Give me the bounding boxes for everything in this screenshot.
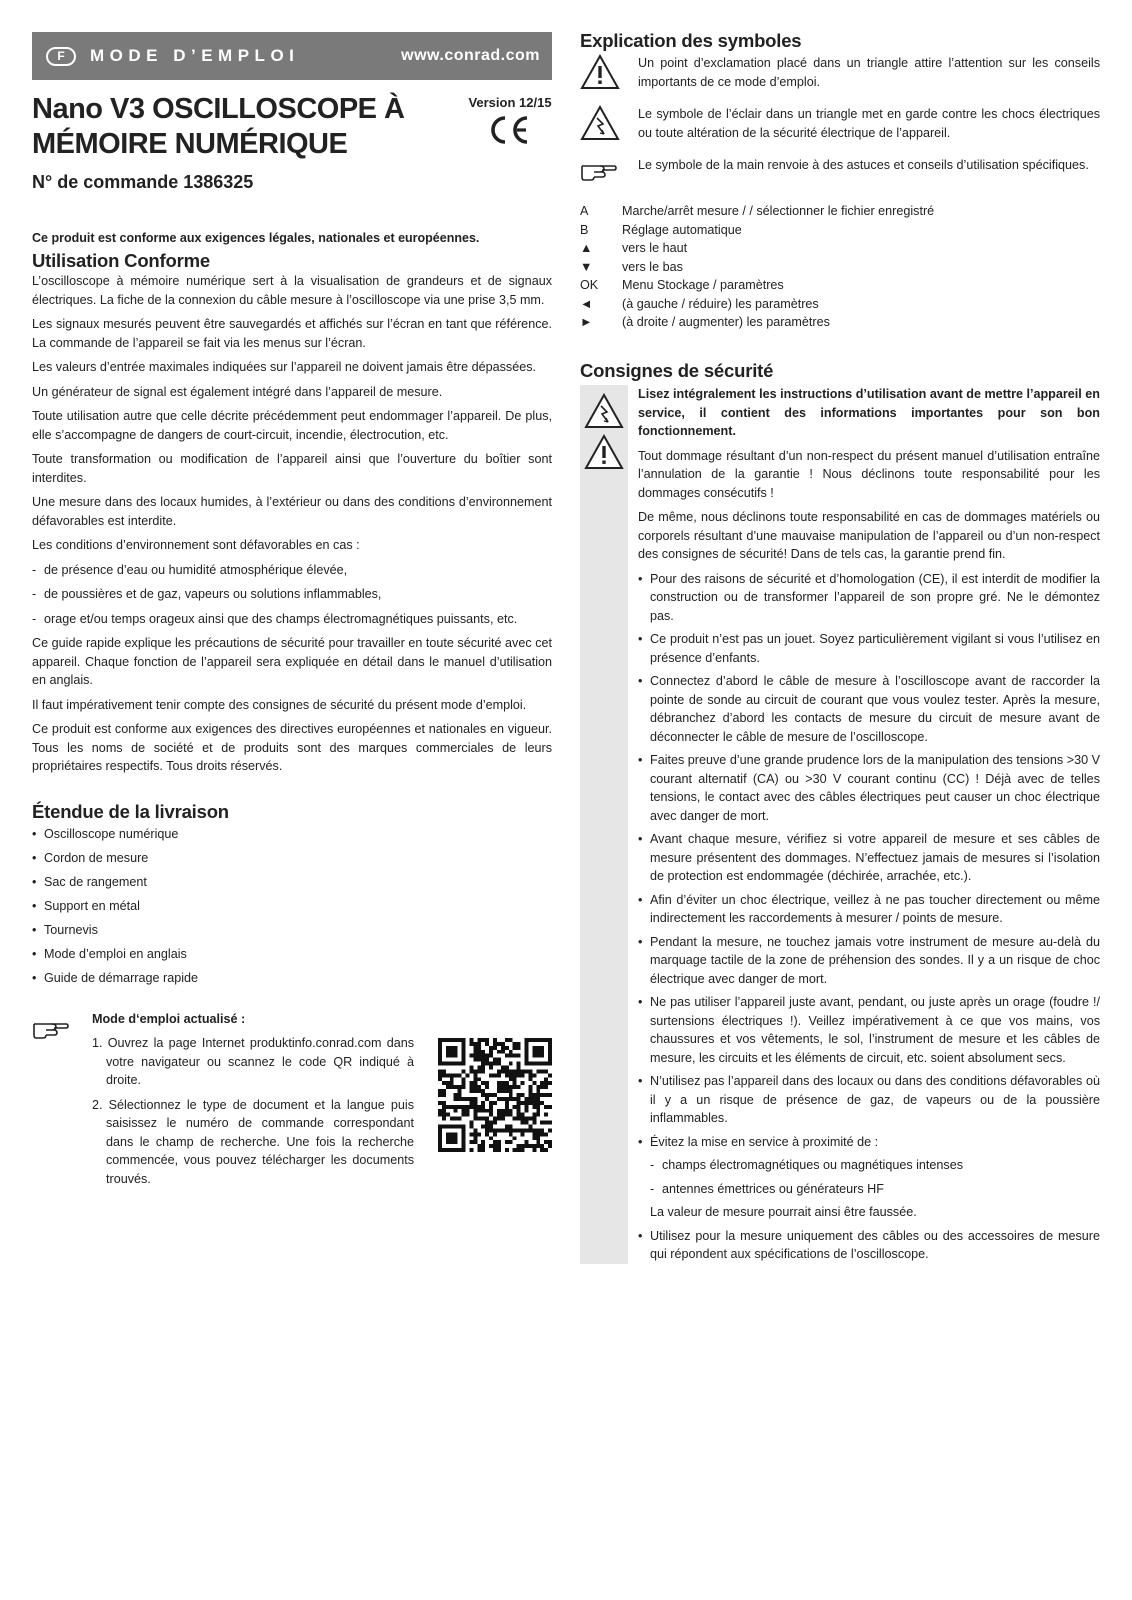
list-item-text: Pour des raisons de sécurité et d’homologation (CE), il est interdit de modifier la construction ou de transformer l’appareil de son propre gré. Ne le démontez pas.: [650, 571, 1100, 623]
usage-p1: L’oscilloscope à mémoire numérique sert à la visualisation de grandeurs et de signaux électriques. La fiche de la connexion du câble mesure à l’oscilloscope via une prise 3,5 mm.: [32, 274, 552, 307]
key-row: [580, 295, 1100, 314]
key-label: ▼: [580, 259, 593, 274]
page-title: [32, 92, 452, 162]
usage-p3: Les valeurs d’entrée maximales indiquées sur l’appareil ne doivent jamais être dépassées.: [32, 360, 537, 374]
usage-p10: Il faut impérativement tenir compte des consignes de sécurité du présent mode d’emploi.: [32, 697, 527, 712]
key-row: [580, 239, 1100, 258]
list-item: • Cordon de mesure: [32, 849, 552, 868]
list-item-text: Ce produit n’est pas un jouet. Soyez particulièrement vigilant si vous l’utilisez en présence d’enfants.: [650, 632, 1100, 665]
list-item-text: de poussières et de gaz, vapeurs ou solutions inflammables,: [44, 587, 382, 601]
list-item-text: champs électromagnétiques ou magnétiques intenses: [662, 1158, 964, 1172]
order-number: N° de commande 1386325: [32, 172, 254, 192]
usage-p8: Les conditions d’environnement sont défavorables en cas :: [32, 538, 360, 552]
list-item: • Ne pas utiliser l’appareil juste avant, pendant, ou juste après un orage (foudre !/ surtensions électriques !). Veillez impérativement à ce que vos mains, vos chaussures et vos vêtements, le sol, l’instrument de mesure et les câbles de mesure, les circuits et les éléments de circuit, etc. soient absolument secs.: [638, 993, 1100, 1067]
delivery-heading: Étendue de la livraison: [32, 801, 229, 822]
symbol-row-lightning: [580, 105, 1100, 146]
usage-heading: Utilisation Conforme: [32, 250, 210, 271]
update-step-1: 1. Ouvrez la page Internet produktinfo.conrad.com dans votre navigateur ou scannez le code QR indiqué à droite.: [92, 1036, 414, 1087]
symbol-row-hand: [580, 156, 1100, 187]
language-badge: F: [46, 47, 76, 66]
update-title: Mode d‘emploi actualisé :: [92, 1012, 246, 1026]
delivery-section: [32, 801, 552, 993]
list-item-text: Utilisez pour la mesure uniquement des câbles ou des accessoires de mesure qui répondent aux spécifications de l’oscilloscope.: [650, 1228, 1100, 1261]
list-item: • Afin d’éviter un choc électrique, veillez à ne pas toucher directement ou même indirectement les raccordements à mesurer / points de mesure.: [638, 891, 1100, 928]
list-item: - orage et/ou temps orageux ainsi que des champs électromagnétiques puissants, etc.: [32, 610, 552, 629]
warning-triangle-icon: [580, 54, 638, 95]
list-item: • Tournevis: [32, 921, 552, 940]
symbol-text-exclamation: Un point d’exclamation placé dans un triangle attire l’attention sur les conseils importants de ce mode d’emploi.: [638, 56, 1100, 89]
version-label: Version 12/15: [468, 95, 552, 110]
list-item-text: Afin d’éviter un choc électrique, veillez à ne pas toucher directement ou même indirectement les raccordements à mesurer / points de mesure.: [650, 892, 1100, 925]
list-item-text: Évitez la mise en service à proximité de :: [650, 1134, 879, 1149]
lightning-triangle-icon: [580, 385, 628, 434]
hand-pointer-icon: [580, 156, 638, 187]
safety-intro: Lisez intégralement les instructions d’utilisation avant de mettre l’appareil en service, il contient des informations importantes pour son bon fonctionnement.: [638, 387, 1100, 438]
list-item-text: Pendant la mesure, ne touchez jamais votre instrument de mesure au-delà du marquage tactile de la zone de préhension des sondes. Il y a un risque de choc électrique avec danger de mort.: [650, 934, 1100, 986]
list-item-text: Ne pas utiliser l’appareil juste avant, pendant, ou juste après un orage (foudre !/ surtensions électriques !). Veillez impérativement à ce que vos mains, vos chaussures et vos vêtements, le sol, l’instrument de mesure et les câbles de mesure, les circuits et les éléments de circuit, etc. soient absolument secs.: [650, 995, 1100, 1065]
key-label: ▲: [580, 241, 593, 255]
list-item: • Guide de démarrage rapide: [32, 969, 552, 988]
symbols-section: [580, 30, 1100, 197]
list-item: • Ce produit n’est pas un jouet. Soyez particulièrement vigilant si vous l’utilisez en présence d’enfants.: [638, 630, 1100, 667]
manual-type-label: MODE D’EMPLOI: [90, 46, 300, 65]
list-item-text: Guide de démarrage rapide: [44, 971, 199, 985]
list-item: • Oscilloscope numérique: [32, 825, 552, 844]
list-item: - de poussières et de gaz, vapeurs ou solutions inflammables,: [32, 585, 552, 604]
symbols-heading: Explication des symboles: [580, 30, 802, 51]
list-item: • Sac de rangement: [32, 873, 552, 892]
list-item: • Support en métal: [32, 897, 552, 916]
qr-code[interactable]: [438, 1038, 552, 1157]
website-link[interactable]: www.conrad.com: [401, 47, 540, 64]
key-label: ►: [580, 315, 593, 329]
symbol-row-exclamation: [580, 54, 1100, 95]
sub-list-item: - champs électromagnétiques ou magnétiques intenses: [638, 1156, 1100, 1175]
list-item-text: Oscilloscope numérique: [44, 827, 179, 841]
sub-list-item: - antennes émettrices ou générateurs HF: [638, 1180, 1100, 1199]
symbol-text-hand: Le symbole de la main renvoie à des astuces et conseils d’utilisation spécifiques.: [638, 158, 1089, 172]
usage-p9: Ce guide rapide explique les précautions de sécurité pour travailler en toute sécurité avec cet appareil. Chaque fonction de l’appareil sera expliquée en détail dans le manuel d’utilisation en anglais.: [32, 636, 552, 687]
key-description: Marche/arrêt mesure / / sélectionner le fichier enregistré: [622, 204, 935, 218]
list-item-text: La valeur de mesure pourrait ainsi être faussée.: [650, 1205, 917, 1219]
safety-note: [638, 1203, 1100, 1222]
key-label: B: [580, 222, 589, 237]
list-item: • Mode d’emploi en anglais: [32, 945, 552, 964]
list-item-text: N’utilisez pas l’appareil dans des locaux ou dans des conditions défavorables où il y a un risque de présence de gaz, de vapeurs ou de la poussière inflammables.: [650, 1074, 1100, 1125]
key-row: [580, 258, 1100, 277]
key-row: [580, 313, 1100, 332]
list-item: • Pour des raisons de sécurité et d’homologation (CE), il est interdit de modifier la construction ou de transformer l’appareil de son propre gré. Ne le démontez pas.: [638, 570, 1100, 626]
key-description: (à droite / augmenter) les paramètres: [622, 315, 830, 329]
key-row: [580, 276, 1100, 295]
list-item-text: Mode d’emploi en anglais: [44, 947, 187, 961]
delivery-list: [32, 825, 552, 988]
usage-p4: Un générateur de signal est également intégré dans l’appareil de mesure.: [32, 384, 443, 399]
list-item: • Pendant la mesure, ne touchez jamais votre instrument de mesure au-delà du marquage tactile de la zone de préhension des sondes. Il y a un risque de choc électrique avec danger de mort.: [638, 933, 1100, 989]
list-item-text: orage et/ou temps orageux ainsi que des champs électromagnétiques puissants, etc.: [44, 611, 518, 626]
key-description: vers le bas: [622, 259, 683, 274]
lightning-triangle-icon: [580, 105, 638, 146]
key-description: (à gauche / réduire) les paramètres: [622, 296, 819, 311]
usage-p5: Toute utilisation autre que celle décrite précédemment peut endommager l’appareil. De plus, elle s’accompagne de dangers de court-circuit, incendie, électrocution, etc.: [32, 409, 552, 442]
key-label: ◄: [580, 296, 593, 311]
conformity-statement: Ce produit est conforme aux exigences légales, nationales et européennes.: [32, 231, 480, 245]
list-item-text: Avant chaque mesure, vérifiez si votre appareil de mesure et ses câbles de mesure présentent des dommages. N’effectuez jamais de mesures si l’isolation de protection est endommagée (déchirée, arrachée, etc.).: [650, 832, 1100, 883]
key-description: Réglage automatique: [622, 222, 742, 237]
key-label: OK: [580, 278, 599, 292]
list-item-text: Tournevis: [44, 923, 98, 937]
list-item: • N’utilisez pas l’appareil dans des locaux ou dans des conditions défavorables où il y a un risque de présence de gaz, de vapeurs ou de la poussière inflammables.: [638, 1072, 1100, 1128]
safety-heading: Consignes de sécurité: [580, 360, 774, 381]
key-row: [580, 202, 1100, 221]
list-item-text: de présence d’eau ou humidité atmosphérique élevée,: [44, 562, 348, 577]
safety-sidebar: [580, 385, 628, 1264]
usage-p2: Les signaux mesurés peuvent être sauvegardés et affichés sur l’écran en tant que référence. La commande de l’appareil se fait via les menus sur l’écran.: [32, 317, 552, 350]
usage-section: [32, 250, 552, 776]
safety-section: [580, 360, 1100, 1264]
header-bar: [32, 32, 552, 80]
usage-p11: Ce produit est conforme aux exigences des directives européennes et nationales en vigueur. Tous les noms de société et de produits sont des marques commerciales de leurs propriétaires respectifs. Tous droits réservés.: [32, 722, 552, 773]
ce-mark-icon: [487, 114, 531, 151]
symbol-text-lightning: Le symbole de l’éclair dans un triangle met en garde contre les chocs électriques ou toute altération de la sécurité électrique de l’appareil.: [638, 107, 1100, 140]
safety-p2: De même, nous déclinons toute responsabilité en cas de dommages matériels ou corporels résultant d’une mauvaise manipulation de l’appareil ou d’un non-respect des consignes de sécurité! Dans de tels cas, la garantie prend fin.: [638, 510, 1100, 561]
key-row: [580, 221, 1100, 240]
safety-p1: Tout dommage résultant d’un non-respect du présent manuel d’utilisation entraîne l’annulation de la garantie ! Nous déclinons toute responsabilité pour les dommages consécutifs !: [638, 448, 1100, 500]
list-item-text: Support en métal: [44, 899, 140, 913]
list-item: • Avant chaque mesure, vérifiez si votre appareil de mesure et ses câbles de mesure présentent des dommages. N’effectuez jamais de mesures si l’isolation de protection est endommagée (déchirée, arrachée, etc.).: [638, 830, 1100, 886]
list-item-text: Connectez d’abord le câble de mesure à l’oscilloscope avant de raccorder la pointe de sonde au circuit de courant que vous voulez tester. Après la mesure, débranchez d’abord les contacts de mesure du circuit de mesure avant de déconnecter le câble de mesure de l’oscilloscope.: [650, 674, 1100, 744]
list-item-text: antennes émettrices ou générateurs HF: [662, 1181, 884, 1196]
list-item: - de présence d’eau ou humidité atmosphérique élevée,: [32, 561, 552, 580]
list-item-text: Cordon de mesure: [44, 851, 149, 865]
key-description: vers le haut: [622, 241, 688, 255]
list-item: • Connectez d’abord le câble de mesure à l’oscilloscope avant de raccorder la pointe de sonde au circuit de courant que vous voulez tester. Après la mesure, débranchez d’abord les contacts de mesure du circuit de mesure avant de déconnecter le câble de mesure de l’oscilloscope.: [638, 672, 1100, 746]
list-item: • Utilisez pour la mesure uniquement des câbles ou des accessoires de mesure qui répondent aux spécifications de l’oscilloscope.: [638, 1227, 1100, 1264]
title-line-2: MÉMOIRE NUMÉRIQUE: [32, 128, 348, 160]
list-item: • Évitez la mise en service à proximité de :: [638, 1133, 1100, 1152]
title-line-1: Nano V3 OSCILLOSCOPE À: [32, 93, 405, 125]
warning-triangle-icon: [580, 434, 628, 475]
key-label: A: [580, 204, 589, 218]
usage-p7: Une mesure dans des locaux humides, à l’extérieur ou dans des conditions d’environnement défavorables est interdite.: [32, 495, 552, 528]
safety-content: [638, 385, 1100, 1264]
key-description: Menu Stockage / paramètres: [622, 278, 784, 292]
list-item-text: Faites preuve d’une grande prudence lors de la manipulation des tensions >30 V courant alternatif (CA) ou >30 V courant continu (CC) ! Déjà avec de telles tensions, le contact avec des câbles électriques peut causer un choc électrique avec danger de mort.: [650, 753, 1100, 823]
list-item-text: Sac de rangement: [44, 875, 147, 889]
key-list: [580, 202, 1100, 332]
update-step-2: 2. Sélectionnez le type de document et la langue puis saisissez le numéro de commande correspondant dans le champ de recherche. Une fois la recherche commencée, vous pouvez télécharger les documents trouvés.: [92, 1097, 414, 1186]
safety-box: [580, 385, 1100, 1264]
update-steps: [92, 1034, 414, 1188]
hand-icon: [32, 1018, 70, 1045]
list-item: • Faites preuve d’une grande prudence lors de la manipulation des tensions >30 V courant alternatif (CA) ou >30 V courant continu (CC) ! Déjà avec de telles tensions, le contact avec des câbles électriques peut causer un choc électrique avec danger de mort.: [638, 751, 1100, 825]
usage-p6: Toute transformation ou modification de l’appareil ainsi que l’ouverture du boîtier sont interdites.: [32, 452, 552, 485]
